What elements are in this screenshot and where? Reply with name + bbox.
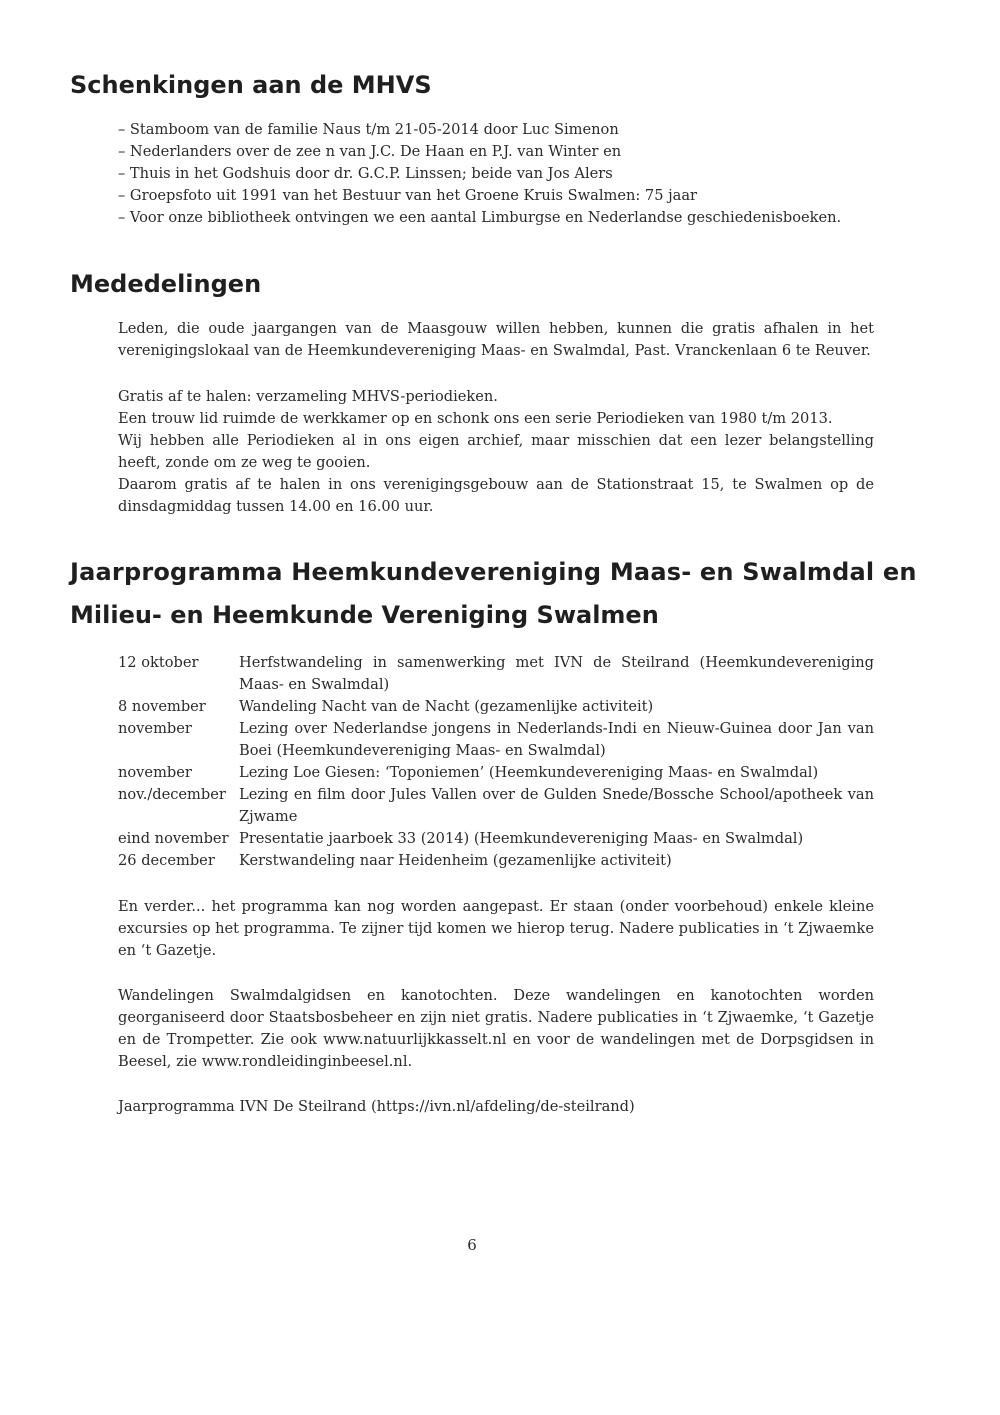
heading-mededelingen: Mededelingen bbox=[70, 270, 262, 298]
program-row bbox=[118, 762, 874, 784]
heading-jaarprogramma-line-2: Milieu- en Heemkunde Vereniging Swalmen bbox=[70, 601, 659, 629]
program-description: Lezing en film door Jules Vallen over de Gulden Snede/Bossche School/apotheek van Zjwame bbox=[239, 786, 874, 825]
program-description: Kerstwandeling naar Heidenheim (gezamenlijke activiteit) bbox=[239, 852, 672, 869]
program-date: eind november bbox=[118, 830, 229, 847]
list-item: – Voor onze bibliotheek ontvingen we een aantal Limburgse en Nederlandse geschiedenisboeken. bbox=[118, 209, 842, 226]
page-number: 6 bbox=[467, 1236, 477, 1254]
list-item: – Nederlanders over de zee n van J.C. De Haan en P.J. van Winter en bbox=[118, 143, 622, 160]
heading-schenkingen: Schenkingen aan de MHVS bbox=[70, 71, 432, 99]
paragraph-line: Daarom gratis af te halen in ons verenigingsgebouw aan de Stationstraat 15, te Swalmen op de dinsdagmiddag tussen 14.00 en 16.00 uur. bbox=[118, 476, 874, 515]
program-description: Presentatie jaarboek 33 (2014) (Heemkundevereniging Maas- en Swalmdal) bbox=[239, 830, 804, 847]
program-list bbox=[118, 652, 874, 872]
program-description: Lezing over Nederlandse jongens in Nederlands-Indi en Nieuw-Guinea door Jan van Boei (Heemkundevereniging Maas- en Swalmdal) bbox=[239, 720, 874, 759]
list-item: – Groepsfoto uit 1991 van het Bestuur van het Groene Kruis Swalmen: 75 jaar bbox=[118, 187, 698, 204]
program-row bbox=[118, 784, 874, 828]
program-row bbox=[118, 828, 874, 850]
program-row bbox=[118, 652, 874, 696]
paragraph-line: Een trouw lid ruimde de werkkamer op en schonk ons een serie Periodieken van 1980 t/m 2013. bbox=[118, 410, 833, 427]
program-note-paragraph bbox=[118, 896, 874, 962]
program-date: 8 november bbox=[118, 698, 206, 715]
program-date: november bbox=[118, 720, 192, 737]
list-item: – Thuis in het Godshuis door dr. G.C.P. Linssen; beide van Jos Alers bbox=[118, 165, 613, 182]
program-date: 26 december bbox=[118, 852, 215, 869]
program-description: Wandeling Nacht van de Nacht (gezamenlijke activiteit) bbox=[239, 698, 654, 715]
program-description: Lezing Loe Giesen: ‘Toponiemen’ (Heemkundevereniging Maas- en Swalmdal) bbox=[239, 764, 819, 781]
program-row bbox=[118, 850, 874, 872]
paragraph-line: Gratis af te halen: verzameling MHVS-periodieken. bbox=[118, 388, 498, 405]
mededelingen-paragraph-1 bbox=[118, 318, 874, 362]
program-row bbox=[118, 696, 874, 718]
program-description: Herfstwandeling in samenwerking met IVN de Steilrand (Heemkundevereniging Maas- en Swalmdal) bbox=[239, 654, 874, 693]
paragraph: Wandelingen Swalmdalgidsen en kanotochten. Deze wandelingen en kanotochten worden georganiseerd door Staatsbosbeheer en zijn niet gratis. Nadere publicaties in ‘t Zjwaemke, ‘t Gazetje en de Trompetter. Zie ook www.natuurlijkkasselt.nl en voor de wandelingen met de Dorpsgidsen in Beesel, zie www.rondleidinginbeesel.nl. bbox=[118, 987, 874, 1070]
mededelingen-paragraph-2 bbox=[118, 386, 874, 518]
donations-list bbox=[118, 119, 841, 229]
paragraph: En verder... het programma kan nog worden aangepast. Er staan (onder voorbehoud) enkele kleine excursies op het programma. Te zijner tijd komen we hierop terug. Nadere publicaties in ‘t Zjwaemke en ‘t Gazetje. bbox=[118, 898, 874, 959]
heading-jaarprogramma-line-1: Jaarprogramma Heemkundevereniging Maas- en Swalmdal en bbox=[70, 558, 917, 586]
program-row bbox=[118, 718, 874, 762]
wandelingen-paragraph bbox=[118, 985, 874, 1073]
paragraph: Jaarprogramma IVN De Steilrand (https://ivn.nl/afdeling/de-steilrand) bbox=[118, 1098, 635, 1115]
program-date: nov./december bbox=[118, 786, 226, 803]
paragraph-line: Wij hebben alle Periodieken al in ons eigen archief, maar misschien dat een lezer belangstelling heeft, zonde om ze weg te gooien. bbox=[118, 432, 874, 471]
list-item: – Stamboom van de familie Naus t/m 21-05-2014 door Luc Simenon bbox=[118, 121, 619, 138]
paragraph: Leden, die oude jaargangen van de Maasgouw willen hebben, kunnen die gratis afhalen in het verenigingslokaal van de Heemkundevereniging Maas- en Swalmdal, Past. Vranckenlaan 6 te Reuver. bbox=[118, 320, 874, 359]
program-date: november bbox=[118, 764, 192, 781]
ivn-paragraph bbox=[118, 1096, 874, 1118]
program-date: 12 oktober bbox=[118, 654, 199, 671]
